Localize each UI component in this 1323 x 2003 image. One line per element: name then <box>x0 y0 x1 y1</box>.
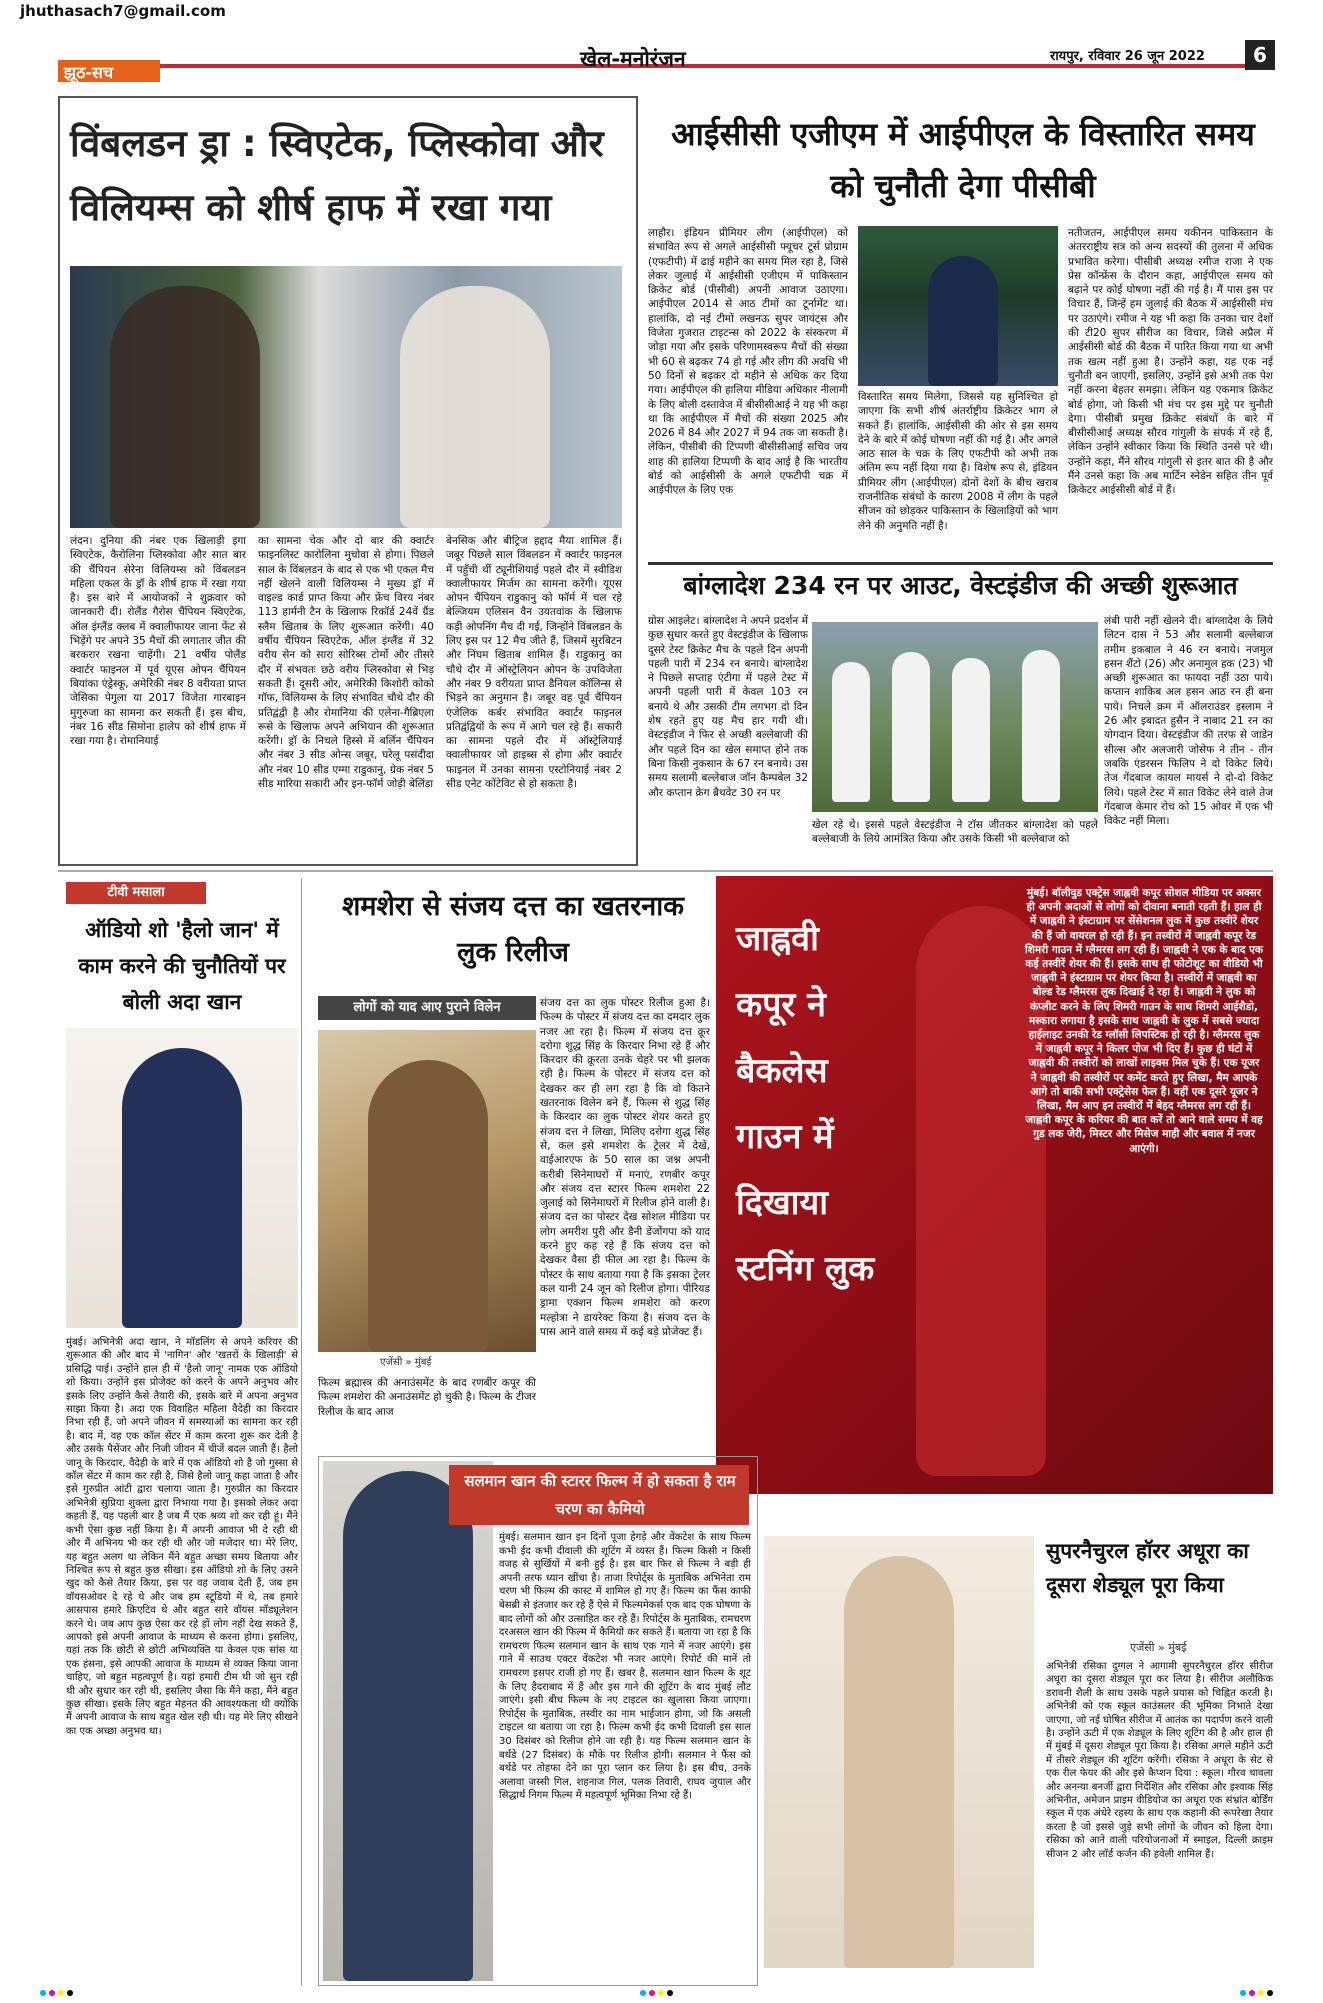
player-figure-2 <box>892 652 930 802</box>
ramcharan-photo <box>323 1461 493 1981</box>
wimbledon-photo <box>70 266 622 528</box>
header-date: रायपुर, रविवार 26 जून 2022 <box>1050 49 1205 64</box>
bangladesh-col1: ग्रोस आइलेट। बांग्लादेश ने अपने प्रदर्शन में कुछ सुधार करते हुए वेस्टइंडीज के खिलाफ दूसरे टेस्ट क्रिकेट मैच के पहले दिन अपनी पहली पारी में 234 रन बनाये। बांग्लादेश ने पिछले सप्ताह एंटीगा में पहले टेस्ट में अपनी पहली पारी में केवल 103 रन बनाये थे और उसकी टीम लगभग दो दिन शेष रहते हुए यह मैच हार गयी थी। वेस्टइंडीज ने फिर से अच्छी बल्लेबाजी की और पहले दिन का खेल समाप्त होने तक बिना किसी नुकसान के 67 रन बनाये। उस समय सलामी बल्लेबाज जॉन कैम्पबेल 32 और कप्तान क्रेग ब्रैथवेट 30 रन पर <box>648 615 808 799</box>
sanjay-body: संजय दत्त का लुक पोस्टर रिलीज हुआ है। फिल्म के पोस्टर में संजय दत्त का दमदार लुक नजर आ रहा है। फिल्म में संजय दत्त क्रूर दरोगा शुद्ध सिंह के किरदार निभा रहे हैं और किरदार की क्रूरता उनके चेहरे पर भी झलक रही है। फिल्म के पोस्टर में संजय दत्त को देखकर कर ही लग रहा है कि वो कितने खतरनाक विलेन बने हैं, फिल्म से शुद्ध सिंह के किरदार का लुक पोस्टर शेयर करते हुए संजय दत्त ने लिखा, मिलिए दरोगा शुद्ध सिंह से, कल इसे शमशेरा के ट्रेलर में देखें, वाईआरएफ के 50 साल का जश्न अपनी करीबी सिनेमाघरों में मनाएं, रणबीर कपूर और संजय दत्त स्टारर फिल्म शमशेरा 22 जुलाई को सिनेमाघरों में रिलीज होने वाली है। संजय दत्त का पोस्टर देख सोशल मीडिया पर लोग अमरीश पुरी और डैनी डेंजोंगपा को याद करने हुए कह रहे हैं कि संजय दत्त को देखकर वैसा ही फील आ रहा है। फिल्म के पोस्टर के साथ बताया गया है कि इसका ट्रेलर कल यानी 24 जून को रिलीज होगा। पीरियड ड्रामा एक्शन फिल्म शमशेरा को करण मल्होत्रा ने डायरेक्ट किया है। संजय दत्त के पास आने वाले समय में कई बड़े प्रोजेक्ट हैं। <box>540 997 710 1338</box>
sanjay-headline: शमशेरा से संजय दत्त का खतरनाक लुक रिलीज <box>341 891 685 968</box>
bangladesh-col3: लंबी पारी नहीं खेलने दी। बांग्लादेश के लिये लिटन दास ने 53 और सलामी बल्लेबाज तमीम इकबाल ने 46 रन बनाये। नजमुल हसन शैंटो (26) और अनामुल हक (23) भी अच्छी शुरूआत का फायदा नहीं उठा पाये। कप्तान शाकिब अल हसन आठ रन ही बना पाये। निचले क्रम में ऑलराउंडर इस्लाम ने 26 और इबादत हुसैन ने नाबाद 21 रन का योगदान दिया। वेस्टइंडीज की तरफ से जाडेन सील्स और अलजारी जोसेफ ने तीन - तीन जबकि एंडरसन फिलिप ने दो विकेट लिये। तेज गेंदबाज कायल मायर्स ने दो-दो विकेट लिये। पहले टेस्ट में सात विकेट लेने वाले तेज गेंदबाज केमार रोच को 15 ओवर में एक भी विकेट नहीं मिला। <box>1104 615 1273 828</box>
wimbledon-col3: बेनसिक और बीट्रिज हद्दाद मैया शामिल हैं। जबूर पिछले साल विंबलडन में क्वार्टर फाइनल में पहुँची थीं ट्यूनीशियाई पहले दौर में स्वीडिश क्वालीफायर मिर्जम का सामना करेंगी। यूएस ओपन चैंपियन राडुकानु को फॉर्म में चल रहे बेल्जियम एलिसन वैन उयतवांक के खिलाफ कड़ी ओपनिंग मैच दी गई, जिन्होंने विंबलडन के लिए इस पर 12 मैच जीते हैं, जिसमें सुरबिटन और निंघम खिताब शामिल हैं। राडुकानु का चौथे दौर में ऑस्ट्रेलियन ओपन के उपविजेता और नंबर 9 वरीयता प्राप्त डैनियल कॉलिन्स से भिड़ने का अनुमान है। जबूर वह पूर्व चैंपियन एंजेलिक कर्बर संभावित क्वार्टर फाइनल प्रतिद्वंद्वियों के रूप में आगे चल रहे हैं। सकारी का सामना पहले दौर में ऑस्ट्रेलियाई क्वालीफायर जो हाइब्स से होगा और क्वार्टर फाइनल में उनका सामना एस्टोनियाई नंबर 2 सीड एनेट कोंटेविट से हो सकता है। <box>446 535 622 791</box>
page-number: 6 <box>1245 40 1275 70</box>
wimbledon-col1: लंदन। दुनिया की नंबर एक खिलाड़ी इगा स्विएटेक, कैरोलिना प्लिस्कोवा और सात बार की चैंपियन सेरेना विलियम्स को विंबलडन महिला एकल के ड्रॉ के शीर्ष हाफ में रखा गया है। इस बारे में आयोजकों ने शुक्रवार को जानकारी दी। रोलैंड गैरोस चैंपियन स्विएटेक, ऑल इंग्लैंड क्लब में क्वालीफायर जाना फेंट से भिड़ेंगे पर अपने 35 मैचों की लगातार जीत की बरकरार रखना चाहेंगी। 21 वर्षीय पोलैंड क्वार्टर फाइनल में पूर्व यूएस ओपन चैंपियन बियांका एंड्रेस्कू, अमेरिकी नंबर 8 वरीयता प्राप्त जेसिका पेगुला या 2017 विजेता गारबाइन मुगुरुजा का सामना कर सकती हैं। इस बीच, नंबर 16 सीड सिमोना हालेप को शीर्ष हाफ में रखा गया है। रोमानियाई <box>70 535 246 748</box>
sanjay-caption-bar: लोगों को याद आए पुराने विलेन <box>318 996 536 1020</box>
ramcharan-headline: सलमान खान की स्टारर फिल्म में हो सकता है राम चरण का कैमियो <box>464 1472 736 1518</box>
icc-photo <box>858 226 1058 386</box>
janhvi-headline: जाह्नवी कपूर ने बैकलेस गाउन में दिखाया स्टनिंग लुक <box>736 919 875 1289</box>
top-bottom-divider <box>58 870 1273 872</box>
section-title: खेल-मनोरंजन <box>580 47 686 71</box>
adakhan-photo <box>66 1028 298 1328</box>
footer-registration-bar-right <box>1240 1990 1273 1996</box>
header-email: jhuthasach7@gmail.com <box>20 2 226 20</box>
sanjay-lower: फिल्म ब्रह्मास्त्र की अनाउंसमेंट के बाद रणबीर कपूर की फिल्म शमशेरा की अनाउंसमेंट हो चुकी है। फिल्म के टीजर रिलीज के बाद आज <box>318 1377 536 1418</box>
bangladesh-col2: खेल रहे थे। इससे पहले वेस्टइंडीज ने टॉस जीतकर बांग्लादेश को पहले बल्लेबाजी के लिये आमंत्रित किया और उसके किसी भी बल्लेबाज को <box>812 819 1098 846</box>
player-figure-1 <box>832 662 870 802</box>
swiatek-figure <box>400 286 550 528</box>
sanjay-photo-credit: एजेंसी » मुंबई <box>380 1357 432 1368</box>
footer-registration-bar-center <box>640 1990 673 1996</box>
masthead: झूठ-सच <box>58 60 160 82</box>
adakhan-figure <box>122 1048 242 1328</box>
bangladesh-photo <box>812 622 1098 812</box>
adhura-body: अभिनेत्री रसिका दुग्गल ने आगामी सुपरनैचुरल हॉरर सीरीज अधूरा का दूसरा शेड्यूल पूरा कर लिया है। सीरीज अलौकिक डरावनी शैली के साथ उसके पहले प्रयास को चिह्नित करती है। अभिनेत्री को एक स्कूल काउंसलर की भूमिका निभाते देखा जाएगा, जो नई घोषित सीरीज में आतंक का पदार्पण करने वाली है। उन्होंने ऊटी में एक शेड्यूल के लिए शूटिंग की है और हाल ही में मुंबई में दूसरा शेड्यूल पूरा किया है। रसिका अगले महीने ऊटी में तीसरे शेड्यूल की शूटिंग करेंगी। रसिका ने अधूरा के सेट से एक रील फेयर की और इसे कैप्शन दिया : स्कूल। गौरव चावला और अनन्या बनर्जी द्वारा निर्देशित और रसिका और इश्वाक सिंह अभिनीत, अमेजन प्राइम वीडियोज का अधूरा एक संभ्रांत बोर्डिंग स्कूल में एक अंधेरे रहस्य के साथ एक कहानी की रूपरेखा तैयार करता है जो इससे जुड़े सभी लोगों के जीवन को हिला देगा। रसिका को आने वाली परियोजनाओं में स्माइल, दिल्ली क्राइम सीजन 2 और लॉर्ड कर्जन की हवेली शामिल हैं। <box>1046 1661 1273 1860</box>
ramiz-figure <box>928 256 998 386</box>
adakhan-kicker: टीवी मसाला <box>66 882 206 904</box>
icc-divider <box>648 562 1273 565</box>
icc-col3: नतीजतन, आईपीएल समय यकीनन पाकिस्तान के अंतरराष्ट्रीय सत्र को अन्य सदस्यों की तुलना में अधिक प्रभावित करेगा। पीसीबी अध्यक्ष रमीज राजा ने एक प्रेस कॉन्फ्रेंस के दौरान कहा, आईपीएल समय को बढ़ाने पर कोई घोषणा नहीं की गई है। मैं पास इस पर विचार हैं, जिन्हें हम जुलाई की बैठक में आईसीसी मंच पर उठाएंगे। रमीज ने यह भी कहा कि उनका चार देशों की टी20 सुपर सीरीज का विचार, जिसे अप्रैल में आईसीसी बोर्ड की बैठक में पारित किया गया था अभी तक खत्म नहीं हुआ है। उन्होंने कहा, यह एक नई चुनौती बन जाएगी, इसलिए, उन्होंने इसे अभी तक पेश नहीं करना बेहतर समझा। लेकिन यह एकमात्र क्रिकेट बोर्ड होगा, जो किसी भी मंच पर इस मुद्दे पर चुनौती देगा। पीसीबी प्रमुख क्रिकेट संबंधों के बारे में बीसीसीआई अध्यक्ष सौरव गांगुली के संपर्क में रहे हैं, लेकिन उन्होंने स्वीकार किया कि स्थिति उनसे परे थी। उन्होंने कहा, मैंने सौरव गांगुली से इतर बात की है और मैंने उनसे कहा कि अब मार्टिन स्नेडेन सहित तीन पूर्व क्रिकेटर आईसीसी बोर्ड में हैं। <box>1068 227 1273 497</box>
adakhan-body: मुंबई। अभिनेत्री अदा खान, ने मॉडलिंग से अपने करियर की शुरूआत की और बाद में 'नागिन' और 'खतरों के खिलाड़ी' से प्रसिद्धि पाई। उन्होंने हाल ही में 'हैलो जानू' नामक एक ऑडियो शो किया। उन्होंने इस प्रोजेक्ट को करने के अपने अनुभव और इसके लिए उन्होंने कैसे तैयारी की, इसके बारे में अपना अनुभव साझा किया है। अदा एक विवाहित महिला वैदेही का किरदार निभा रही हैं, जो अपने जीवन में समस्याओं का सामना कर रही है। बाद में, वह एक कॉल सेंटर में काम करना शुरू कर देती है और उसके पैसेंजर और निजी जीवन में चीजें बदल जाती हैं। हैलो जानू के किरदार, वैदेही के बारे में एक ऑडियो शो है जो गुस्सा से कॉल सेंटर में काम कर रही है, जिसे हैलो जानू कहा जाता है और इसे गुरुप्रीत आंटी द्वारा चलाया जाता है। गुरुप्रीत का किरदार अभिनेत्री सुप्रिया शुक्ला द्वारा निभाया गया है। इसको लेकर अदा कहती हैं, यह पहली बार है जब मैं एक श्रव्य शो कर रही हूं। मैंने कभी ऐसा कुछ नहीं किया है। मैं अपनी आवाज भी दे रही थी और मैं अभिनय भी कर रही थी और जो मजेदार था। मेरे लिए, यह बहुत अलग था लेकिन मैंने बहुत अच्छा समय बिताया और निश्चित रूप से बहुत कुछ सीखा। इस ऑडियो शो के लिए उसने खुद को कैसे तैयार किया, इस पर वह जवाब देती हैं, जब हम वॉयसओवर दे रहे थे और जब हम स्टूडियो में थे, तब हमारे आसपास हमारे क्रिएटिव थे और बहुत सारे वॉयस मॉड्यूलेशन करने थे। जब आप कुछ ऐसा कर रहे हों लोग नहीं देख सकते हैं, आपको इसे अपनी आवाज के माध्यम से करना होगा। इसलिए, यहां तक कि छोटी से छोटी अभिव्यक्ति या केवल एक सांस या एक हंसना, इसे आपकी आवाज के माध्यम से व्यक्त किया जाना चाहिए, जो बहुत महत्वपूर्ण है। यहां हमारी टीम थी जो सुन रही थी और सुधार कर रही थी, इसलिए जैसा कि मैंने कहा, मैंने बहुत कुछ सीखा। इसके लिए बहुत मेहनत की आवश्यकता थी क्योंकि मैं अपनी आवाज के साथ बहुत खेल रही थी। यह मेरे लिए सीखने का एक अच्छा अनुभव था। <box>66 1337 298 1737</box>
adakhan-box <box>58 878 302 1986</box>
rasika-figure <box>844 1556 954 1968</box>
adhura-photo <box>764 1536 1034 1968</box>
sanjay-figure <box>368 1060 488 1352</box>
sanjay-photo <box>318 1030 536 1352</box>
janhvi-box <box>716 876 1273 1494</box>
bangladesh-headline: बांग्लादेश 234 रन पर आउट, वेस्टइंडीज की अच्छी शुरूआत <box>683 571 1238 600</box>
adakhan-headline: ऑडियो शो 'हैलो जान' में काम करने की चुनौतियों पर बोली अदा खान <box>78 918 286 1014</box>
footer-registration-bar-left <box>40 1990 73 1996</box>
janhvi-body: मुंबई। बॉलीवुड एक्ट्रेस जाह्नवी कपूर सोशल मीडिया पर अक्सर ही अपनी अदाओं से लोगों को दीवाना बनाती रहती हैं। हाल ही में जाह्नवी ने इंस्टाग्राम पर सेंसेशनल लुक में कुछ तस्वीरें शेयर की हैं जो वायरल हो रही हैं। इन तस्वीरों में जाह्नवी कपूर रेड शिमरी गाउन में ग्लैमरस लग रही हैं। जाह्नवी ने एक के बाद एक कई तस्वीरें शेयर की हैं। इसके साथ ही फोटोशूट का वीडियो भी जाह्नवी ने इंस्टाग्राम पर शेयर किया है। तस्वीरों में जाह्नवी का बोल्ड रेड ग्लैमरस लुक दिखाई दे रहा है। जाह्नवी ने लुक को कंप्लीट करने के लिए शिमरी गाउन के साथ शिमरी आईशैडो, मस्कारा लगाया है इसके साथ जाह्नवी के लुक में सबसे ज्यादा हाईलाइट उनकी रेड ग्लॉसी लिपस्टिक हो रही है। ग्लैमरस लुक में जाह्नवी कपूर ने किलर पोज भी दिए हैं। कुछ ही घंटों में जाह्नवी की तस्वीरों को लाखों लाइक्स मिल चुके हैं। एक यूजर ने जाह्नवी की तस्वीरों पर कमेंट करते हुए लिखा, मैम आपके आगे तो बाकी सभी एक्ट्रेसेस फेल हैं। वहीं एक दूसरे यूजर ने लिखा, मैम आप इन तस्वीरों में बेहद ग्लैमरस लग रही हैं। जाह्नवी कपूर के करियर की बात करें तो आने वाले समय में वह गुड लक जेरी, मिस्टर और मिसेज माही और बवाल में नजर आएंगी। <box>1025 887 1263 1155</box>
icc-col1: लाहौर। इंडियन प्रीमियर लीग (आईपीएल) को संभावित रूप से अगले आईसीसी फ्यूचर टूर्स प्रोग्राम (एफटीपी) में ढाई महीने का समय मिल रहा है, जिसे लेकर जुलाई में आईसीसी एजीएम में पाकिस्तान क्रिकेट बोर्ड (पीसीबी) अपनी आवाज उठाएगा। आईपीएल 2014 से आठ टीमों का टूर्नामेंट था। हालांकि, दो नई टीमों लखनऊ सुपर जायंट्स और विजेता गुजरात टाइटन्स को 2022 के संस्करण में जोड़ा गया और इसके परिणामस्वरूप मैचों की संख्या भी 60 से बढ़कर 74 हो गई और लीग की अवधि भी 50 दिनों से बढ़कर दो महीने से अधिक कर दिया गया। आईपीएल की हालिया मीडिया अधिकार नीलामी के लिए बोली दस्तावेज में बीसीसीआई ने यह भी कहा था कि आईपीएल में मैचों की संख्या 2025 और 2026 में 84 और 2027 में 94 तक जा सकती है। लेकिन, पीसीबी की टिप्पणी बीसीसीआई सचिव जय शाह की हालिया टिप्पणी के बाद आई है कि भारतीय बोर्ड को आईसीसी के अगले एफटीपी चक्र में आईपीएल के लिए एक <box>648 227 848 497</box>
icc-headline: आईसीसी एजीएम में आईपीएल के विस्तारित समय को चुनौती देगा पीसीबी <box>671 115 1255 205</box>
ramcharan-body: मुंबई। सलमान खान इन दिनों पूजा हेगड़े और वेंकटेश के साथ फिल्म कभी ईद कभी दीवाली की शूटिंग में व्यस्त हैं। फिल्म किसी न किसी वजह से सुर्खियों में बनी हुई है। इस बार फिर से फिल्म ने बड़ी ही अपनी तरफ ध्यान खींचा है। ताजा रिपोर्ट्स के मुताबिक अभिनेता राम चरण भी फिल्म की कास्ट में शामिल हो गए हैं। फिल्म का फैंस काफी बेसब्री से इंतजार कर रहे हैं ऐसे में फिल्ममेकर्स एक बाद एक घोषणा के बाद लोगों को और उत्साहित कर रहे हैं। रिपोर्ट्स के मुताबिक, रामचरण दरअसल खान की फिल्म में कैमियो कर सकते हैं। बताया जा रहा है कि रामचरण फिल्म सलमान खान के साथ एक गाने में नजर आएंगे। इस गाने में साउथ एक्टर वेंकटेश भी नजर आएंगे। रिपोर्ट की मानें तो रामचरण इसपर राजी हो गए हैं। खबर है, सलमान खान फिल्म के शूट के लिए हैदराबाद में हैं और इस गाने की शूटिंग के बाद मुंबई लौट जाएंगे। इसी बीच फिल्म के नए टाइटल का खुलासा किया जाएगा। रिपोर्ट्स के मुताबिक, तस्वीर का नाम भाईजान होगा, जो कि असली टाइटल था बताया जा रहा है। फिल्म कभी ईद कभी दिवाली इस साल 30 दिसंबर को रिलीज होने जा रही है। यह फिल्म सलमान खान के बर्थडे (27 दिसंबर) के मौके पर रिलीज होगी। सलमान ने फैंस को बर्थडे पर तोहफा देने का पूरा प्लान कर लिया है। इस बीच, उनके अलावा जस्सी गिल, शहनाज गिल, पलक तिवारी, राघव जुयाल और सिद्धार्थ निगम फिल्म में महत्वपूर्ण भूमिका निभा रहे हैं। <box>499 1532 751 1802</box>
ramcharan-figure <box>343 1471 473 1981</box>
wimbledon-col2: का सामना चेक और दो बार की क्वार्टर फाइनलिस्ट कारोलिना मुचोवा से होगा। पिछले साल के विंबलडन के बाद से एक भी एकल मैच नहीं खेलने वाली विलियम्स ने मुख्य ड्रॉ में वाइल्ड कार्ड प्राप्त किया और फ्रेंच विरय नंबर 113 हार्मनी टैन के खिलाफ रिकॉर्ड 24वें ग्रैंड स्लैम खिताब के लिए शुरूआत करेंगी। 40 वर्षीय चैंपियन स्विएटेक, ऑल इंग्लैंड में 32 वरीय सेन को सारा सोरिब्स टोर्मो और तीसरे दौर में संभवतः छठे वरीय प्लिस्कोवा से भिड़ सकती हैं। दूसरी ओर, अमेरिकी किशोरी कोको गॉफ, विलियम्स के लिए संभावित चौथे दौर की प्रतिद्वंद्वी है और रोमानिया की एलेना-गैब्रिएला रूसे के खिलाफ अपने अभियान की शुरूआत करेंगी। ड्रॉ के निचले हिस्से में बर्लिन चैंपियन और नंबर 3 सीड ओन्स जबूर, घरेलू पसंदीदा और नंबर 10 सीड एम्मा राडुकानु, ग्रेक नंबर 5 सीड मारिया सकारी और इन-फॉर्म जोड़ी बेलिंडा <box>258 535 434 791</box>
adhura-headline: सुपरनैचुरल हॉरर अधूरा का दूसरा शेड्यूल पूरा किया <box>1046 1539 1249 1597</box>
wimbledon-box <box>58 96 638 866</box>
player-figure-3 <box>952 658 990 802</box>
serena-figure <box>110 286 260 528</box>
adhura-credit: एजेंसी » मुंबई <box>1130 1641 1187 1654</box>
icc-col2: विस्तारित समय मिलेगा, जिससे यह सुनिश्चित हो जाएगा कि सभी शीर्ष अंतर्राष्ट्रीय क्रिकेटर भाग ले सकते हैं। हालांकि, आईसीसी की ओर से इस समय देने के बारे में कोई घोषणा नहीं की गई है। और अगले आठ साल के चक्र के लिए एफटीपी को अभी तक अंतिम रूप नहीं दिया गया है। विशेष रूप से, इंडियन प्रीमियर लीग (आईपीएल) दोनों देशों के बीच खराब राजनीतिक संबंधों के कारण 2008 में लीग के पहले सीजन को छोड़कर पाकिस्तान के खिलाड़ियों को भाग लेने की अनुमति नहीं है। <box>858 391 1058 532</box>
ramcharan-box <box>318 1456 758 1986</box>
wimbledon-headline: विंबलडन ड्रा : स्विएटेक, प्लिस्कोवा और विलियम्स को शीर्ष हाफ में रखा गया <box>70 122 604 229</box>
player-figure-4 <box>1022 650 1060 802</box>
